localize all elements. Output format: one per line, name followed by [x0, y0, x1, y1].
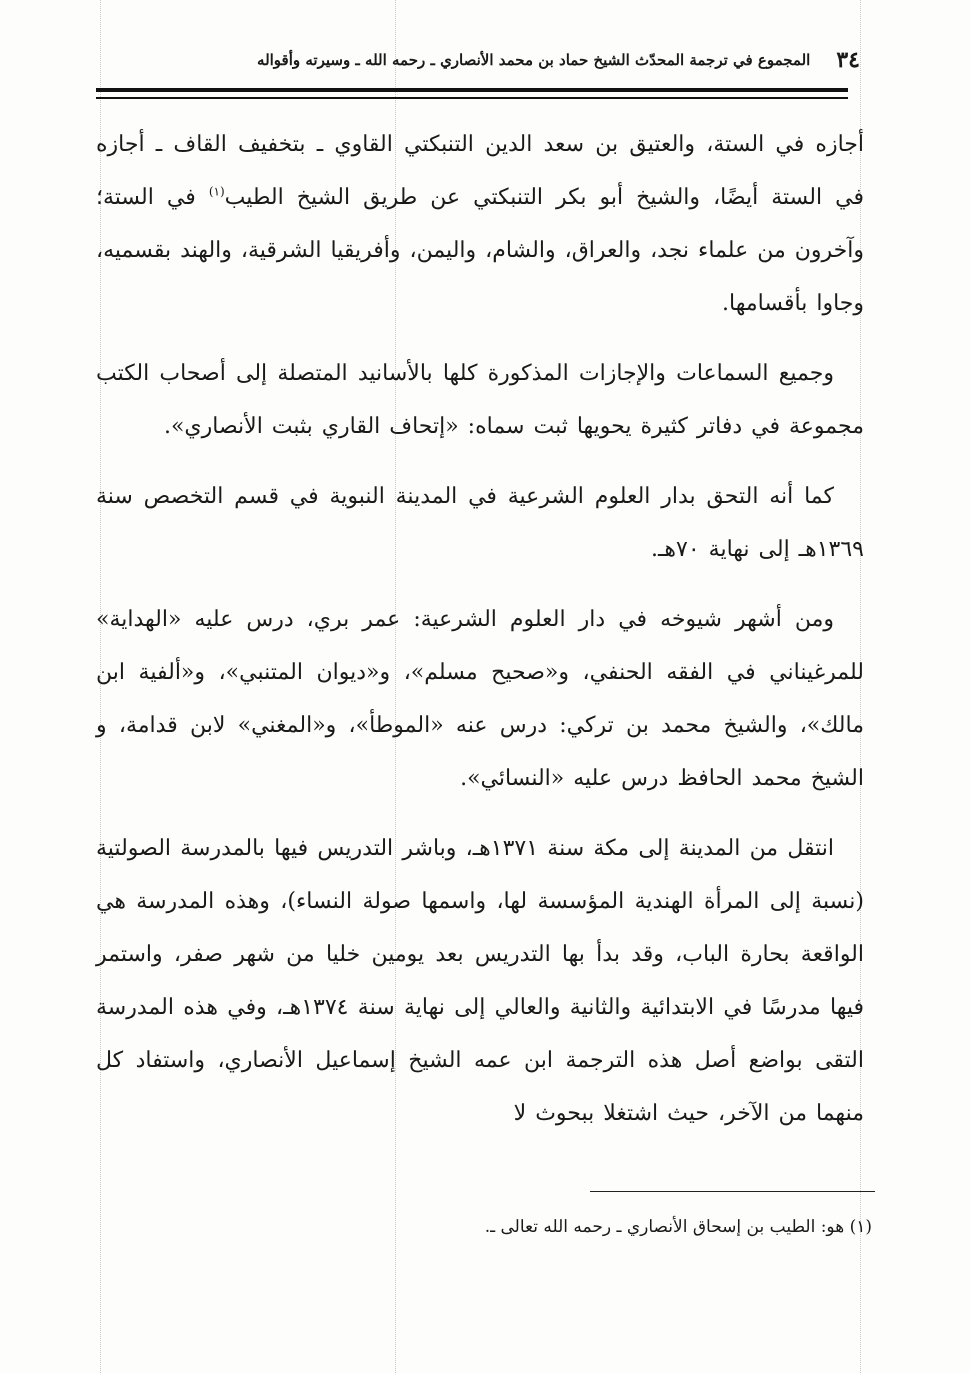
paragraph-3: كما أنه التحق بدار العلوم الشرعية في المدينة النبوية في قسم التخصص سنة ١٣٦٩هـ إلى نهاية ٧٠هـ. — [96, 484, 864, 562]
running-header — [170, 40, 860, 80]
header-rule-thick — [96, 88, 848, 92]
paragraph-5: انتقل من المدينة إلى مكة سنة ١٣٧١هـ، وباشر التدريس فيها بالمدرسة الصولتية (نسبة إلى المرأة الهندية المؤسسة لها، واسمها صولة النساء)، وهذه المدرسة هي الواقعة بحارة الباب، وقد بدأ بها التدريس بعد يومين خليا من شهر صفر، واستمر فيها مدرسًا في الابتدائية والثانية والعالي إلى نهاية سنة ١٣٧٤هـ، وفي هذه المدرسة التقى بواضع أصل هذه الترجمة ابن عمه الشيخ إسماعيل الأنصاري، واستفاد كل منهما من الآخر، حيث اشتغلا ببحوث لا — [96, 836, 865, 1126]
paragraph-4: ومن أشهر شيوخه في دار العلوم الشرعية: عمر بري، درس عليه «الهداية» للمرغيناني في الفقه الحنفي، و«صحيح مسلم»، و«ديوان المتنبي»، و«ألفية ابن مالك»، والشيخ محمد بن تركي: درس عنه «الموطأ»، و«المغني» لابن قدامة، و الشيخ محمد الحافظ درس عليه «النسائي». — [96, 607, 864, 791]
header-rule-thin — [96, 97, 848, 99]
paragraph-1-text: أجازه في الستة، والعتيق بن سعد الدين التنبكتي القاوي ـ بتخفيف القاف ـ أجازه في الستة أيضًا، والشيخ أبو بكر التنبكتي عن طريق الشيخ الطيب — [96, 132, 864, 210]
paragraph-2: وجميع السماعات والإجازات المذكورة كلها بالأسانيد المتصلة إلى أصحاب الكتب مجموعة في دفاتر كثيرة يحويها ثبت سماه: «إتحاف القاري بثبت الأنصاري». — [96, 361, 864, 439]
footnote-separator — [590, 1191, 875, 1192]
footnote: (١) هو: الطيب بن إسحاق الأنصاري ـ رحمه الله تعالى ـ. — [484, 1217, 872, 1237]
body-text — [96, 118, 864, 1157]
paragraph-1-continuation: في الستة؛ وآخرون من علماء نجد، والعراق، والشام، واليمن، وأفريقيا الشرقية، والهند بقسميه، وجاوا بأقسامها. — [96, 185, 864, 316]
footnote-marker[interactable]: (١) — [208, 184, 225, 199]
paragraph-1 — [96, 118, 864, 330]
header-title: المجموع في ترجمة المحدّث الشيخ حماد بن محمد الأنصاري ـ رحمه الله ـ وسيرته وأقواله — [257, 51, 811, 69]
page-number: ٣٤ — [836, 47, 860, 73]
